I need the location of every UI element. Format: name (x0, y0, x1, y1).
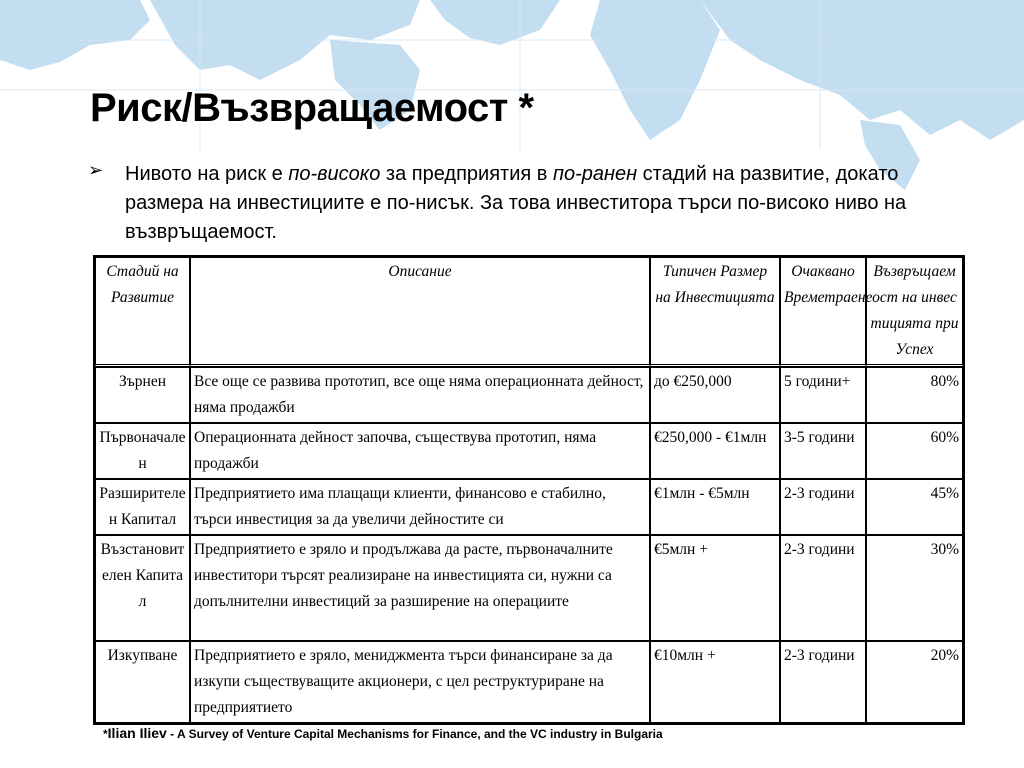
header-size: Типичен Размер на Инвестицията (650, 257, 780, 367)
cell-description: Предприятието има плащащи клиенти, финансово е стабилно, търси инвестиция за да увеличи дейностите си (190, 479, 650, 535)
cell-duration: 2-3 години (780, 535, 866, 641)
cell-stage: Възстановителен Капитал (95, 535, 190, 641)
bullet-text (125, 160, 945, 247)
cell-return: 80% (866, 367, 963, 423)
cell-description: Операционната дейност започва, съществува прототип, няма продажби (190, 423, 650, 479)
cell-size: €5млн + (650, 535, 780, 641)
table-header-row (95, 257, 963, 367)
bullet-text-part: Нивото на риск е (125, 163, 289, 185)
cell-return: 60% (866, 423, 963, 479)
table-row (95, 641, 963, 723)
arrow-bullet-icon: ➢ (88, 160, 104, 180)
cell-duration: 5 години+ (780, 367, 866, 423)
header-description: Описание (190, 257, 650, 367)
bullet-text-part: стадий на развитие, докато размера на инвестициите е по-нисък. За това инвеститора търси по-високо ниво на възвръщаемост. (125, 163, 907, 243)
cell-stage: Зърнен (95, 367, 190, 423)
cell-return: 45% (866, 479, 963, 535)
map-landmass-americas (0, 0, 150, 70)
cell-duration: 2-3 години (780, 641, 866, 723)
cell-return: 20% (866, 641, 963, 723)
bullet-text-part: за предприятия в (380, 163, 553, 185)
footnote-text: - A Survey of Venture Capital Mechanisms for Finance, and the VC industry in Bulgaria (166, 727, 663, 741)
map-landmass-eurasia (700, 0, 1024, 140)
cell-size: €1млн - €5млн (650, 479, 780, 535)
cell-stage: Първоначален (95, 423, 190, 479)
table-row (95, 479, 963, 535)
header-stage: Стадий на Развитие (95, 257, 190, 367)
cell-size: €250,000 - €1млн (650, 423, 780, 479)
header-duration: Очаквано Времетраене (780, 257, 866, 367)
cell-size: €10млн + (650, 641, 780, 723)
table-row (95, 367, 963, 423)
cell-description: Все още се развива прототип, все още няма операционната дейност, няма продажби (190, 367, 650, 423)
bullet-emphasis: по-високо (288, 163, 381, 185)
table-row (95, 535, 963, 641)
header-return: Възвръщаемост на инвестицията при Успех (866, 257, 963, 367)
map-landmass-africa (590, 0, 720, 140)
table-row (95, 423, 963, 479)
cell-duration: 2-3 години (780, 479, 866, 535)
map-landmass-greenland (430, 0, 560, 45)
cell-description: Предприятието е зряло и продължава да расте, първоначалните инвеститори търсят реализиране на инвестицията си, нужни са допълнителни инвестиций за разширение на операциите (190, 535, 650, 641)
cell-return: 30% (866, 535, 963, 641)
source-footnote (103, 725, 663, 741)
footnote-star: * (103, 727, 108, 741)
footnote-author: Ilian Iliev (107, 725, 167, 741)
cell-description: Предприятието е зряло, мениджмента търси финансиране за да изкупи съществуващите акционери, с цел реструктуриране на предприятието (190, 641, 650, 723)
cell-duration: 3-5 години (780, 423, 866, 479)
cell-stage: Изкупване (95, 641, 190, 723)
cell-stage: Разширителен Капитал (95, 479, 190, 535)
risk-return-table (93, 255, 965, 725)
slide-title: Риск/Възвращаемост * (90, 86, 534, 130)
bullet-emphasis: по-ранен (552, 163, 638, 185)
cell-size: до €250,000 (650, 367, 780, 423)
